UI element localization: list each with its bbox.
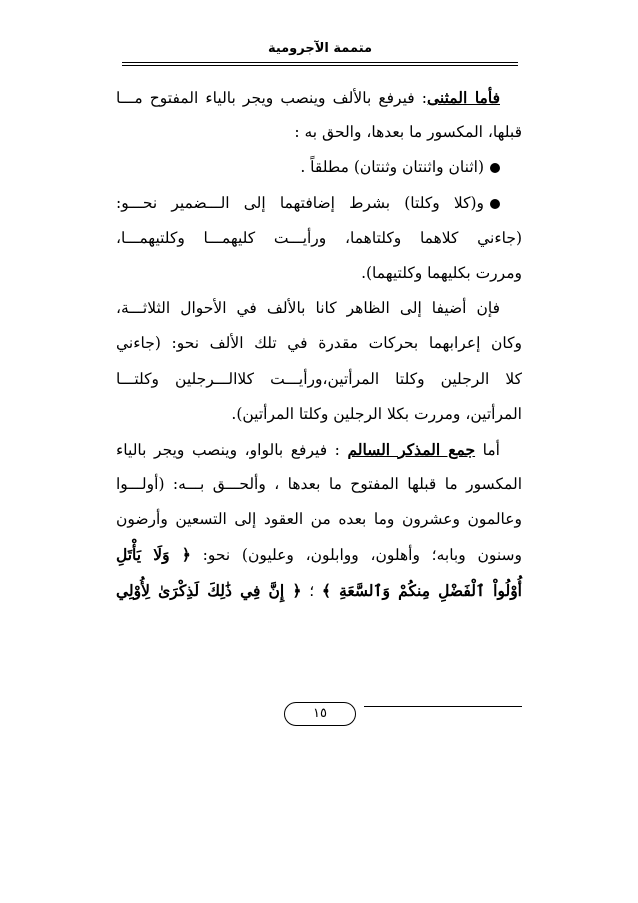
term-jam-mudhakkar-salim: جمع المذكر السالم xyxy=(347,439,476,459)
text-line-9: كلا الرجلين وكلتا المرأتين،ورأيـــت كلاالـــرجلين وكلتـــا xyxy=(116,369,522,388)
line-3-text: (اثنان واثنتان وثنتان) مطلقاً . xyxy=(300,158,484,177)
body-text xyxy=(116,80,522,608)
text-line-10: المرأتين، ومررت بكلا الرجلين وكلتا المرأتين). xyxy=(231,404,522,423)
term-muthanna: فأما المثنى xyxy=(427,88,500,107)
bullet-icon xyxy=(490,163,500,173)
text-line-6: ومررت بكليهما وكلتيهما). xyxy=(361,263,522,282)
footnote-rule xyxy=(364,706,522,707)
text-line-2: قبلها، المكسور ما بعدها، والحق به : xyxy=(294,123,522,142)
text-line-8: وكان إعرابهما بحركات مقدرة في تلك الألف نحو: (جاءني xyxy=(116,334,522,353)
header-title: متممة الآجرومية xyxy=(267,41,373,56)
page-number: ١٥ xyxy=(284,702,356,726)
text-line-15 xyxy=(116,573,522,608)
text-line-4 xyxy=(116,186,522,221)
text-line-5: (جاءني كلاهما وكلتاهما، ورأيـــت كليهمـــا وكلتيهمـــا، xyxy=(116,228,522,247)
text-line-7: فإن أضيفا إلى الظاهر كانا بالألف في الأحوال الثلاثـــة، xyxy=(116,299,500,318)
line-11-rest: : فيرفع بالواو، وينصب ويجر بالياء xyxy=(116,440,340,459)
header-rule xyxy=(122,62,518,66)
line-1-rest: : فيرفع بالألف وينصب ويجر بالياء المفتوح مـــا xyxy=(116,89,427,107)
line-11-pre: أما xyxy=(482,440,500,459)
bullet-icon xyxy=(490,199,500,209)
line-14-text: وسنون وبابه؛ وأهلون، ووابلون، وعليون) نحو: xyxy=(202,546,522,565)
quran-verse-1-end: أُوْلُواْ ٱلْفَضْلِ مِنكُمْ وَٱلسَّعَةِ ﴾ xyxy=(321,580,522,600)
verse-separator: ؛ xyxy=(309,581,315,600)
quran-verse-1-start: ﴿ وَلَا يَأْتَلِ xyxy=(116,545,191,565)
text-line-14 xyxy=(116,537,522,572)
text-line-1 xyxy=(116,80,522,115)
quran-verse-2: ﴿ إِنَّ فِي ذَٰلِكَ لَذِكْرَىٰ لِأُوْلِي xyxy=(116,580,302,600)
text-line-12: المكسور ما قبلها المفتوح ما بعدها ، وألحـــق بـــه: (أولـــوا xyxy=(116,475,522,494)
text-line-3 xyxy=(116,150,522,185)
page-header xyxy=(122,40,518,66)
text-line-13: وعالمون وعشرون وما بعده من العقود إلى التسعين وأرضون xyxy=(116,510,522,529)
text-line-11 xyxy=(116,432,522,467)
line-4-text: و(كلا وكلتا) بشرط إضافتهما إلى الـــضمير نحـــو: xyxy=(116,193,484,212)
